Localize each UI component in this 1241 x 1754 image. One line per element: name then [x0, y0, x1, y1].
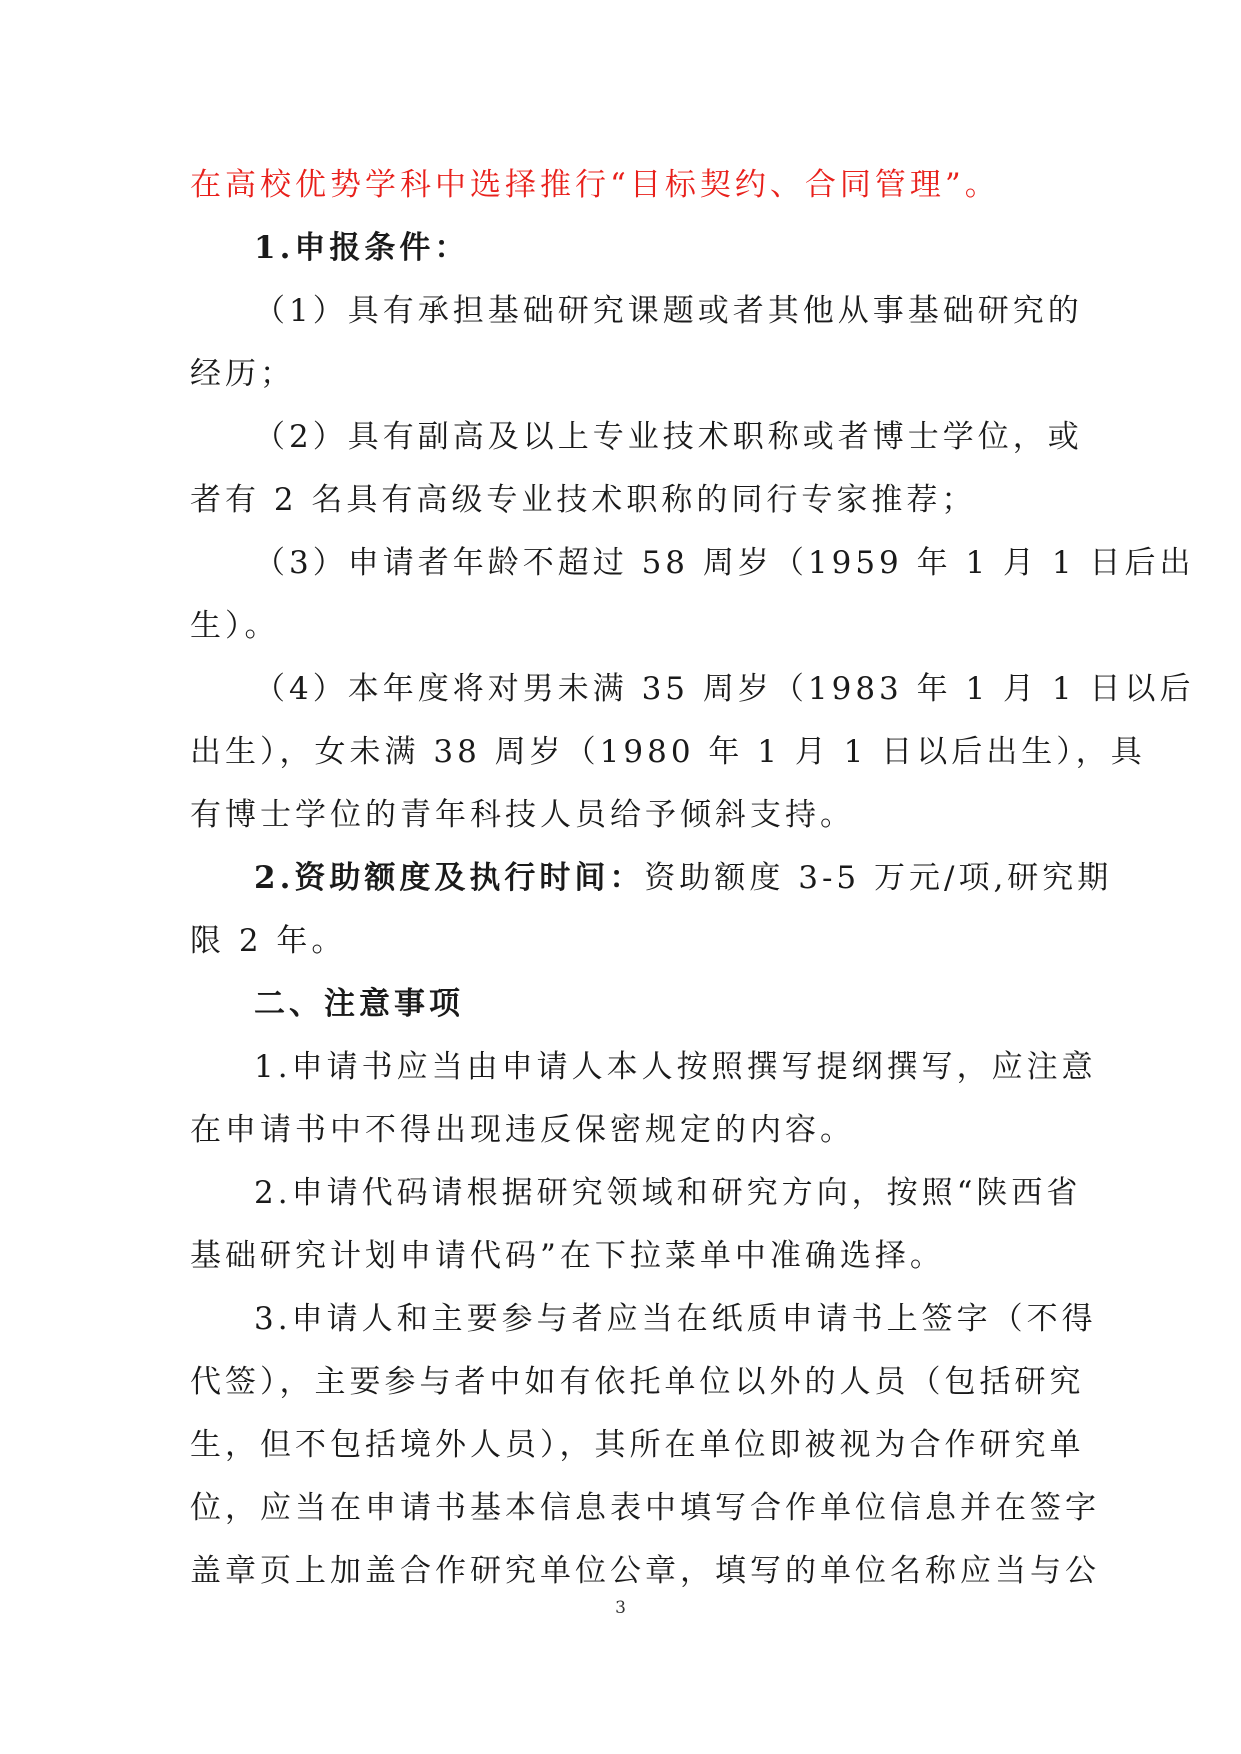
note-3-line-1: 3.申请人和主要参与者应当在纸质申请书上签字（不得 [254, 1301, 1097, 1337]
condition-2-line-2: 者有 2 名具有高级专业技术职称的同行专家推荐； [190, 482, 977, 518]
funding-label: 2.资助额度及执行时间： [254, 860, 645, 896]
note-2-line-2: 基础研究计划申请代码”在下拉菜单中准确选择。 [190, 1238, 945, 1274]
condition-4-line-3: 有博士学位的青年科技人员给予倾斜支持。 [190, 797, 855, 833]
note-3-line-5: 盖章页上加盖合作研究单位公章，填写的单位名称应当与公 [190, 1553, 1100, 1589]
note-1-line-1: 1.申请书应当由申请人本人按照撰写提纲撰写，应注意 [254, 1049, 1097, 1085]
condition-2-line-1: （2）具有副高及以上专业技术职称或者博士学位，或 [254, 419, 1083, 455]
note-2-line-1: 2.申请代码请根据研究领域和研究方向，按照“陕西省 [254, 1175, 1082, 1211]
condition-1-line-2: 经历； [190, 356, 295, 392]
funding-paragraph-line-1 [190, 847, 1113, 910]
heading-application-conditions: 1.申报条件： [254, 230, 470, 266]
heading-notes: 二、注意事项 [254, 986, 464, 1022]
condition-3-line-2: 生）。 [190, 608, 280, 644]
note-1-line-2: 在申请书中不得出现违反保密规定的内容。 [190, 1112, 855, 1148]
condition-1-line-1: （1）具有承担基础研究课题或者其他从事基础研究的 [254, 293, 1083, 329]
condition-3-line-1: （3）申请者年龄不超过 58 周岁（1959 年 1 月 1 日后出 [254, 545, 1195, 581]
document-page [190, 154, 1195, 1603]
note-3-line-3: 生，但不包括境外人员），其所在单位即被视为合作研究单 [190, 1427, 1085, 1463]
note-3-line-4: 位，应当在申请书基本信息表中填写合作单位信息并在签字 [190, 1490, 1100, 1526]
page-number: 3 [615, 1598, 626, 1618]
highlighted-paragraph: 在高校优势学科中选择推行“目标契约、合同管理”。 [190, 167, 1000, 203]
funding-paragraph-line-2: 限 2 年。 [190, 923, 347, 959]
note-3-line-2: 代签），主要参与者中如有依托单位以外的人员（包括研究 [190, 1364, 1085, 1400]
condition-4-line-2: 出生），女未满 38 周岁（1980 年 1 月 1 日以后出生），具 [190, 734, 1146, 770]
funding-text: 资助额度 3-5 万元/项,研究期 [644, 860, 1113, 896]
condition-4-line-1: （4）本年度将对男未满 35 周岁（1983 年 1 月 1 日以后 [254, 671, 1195, 707]
